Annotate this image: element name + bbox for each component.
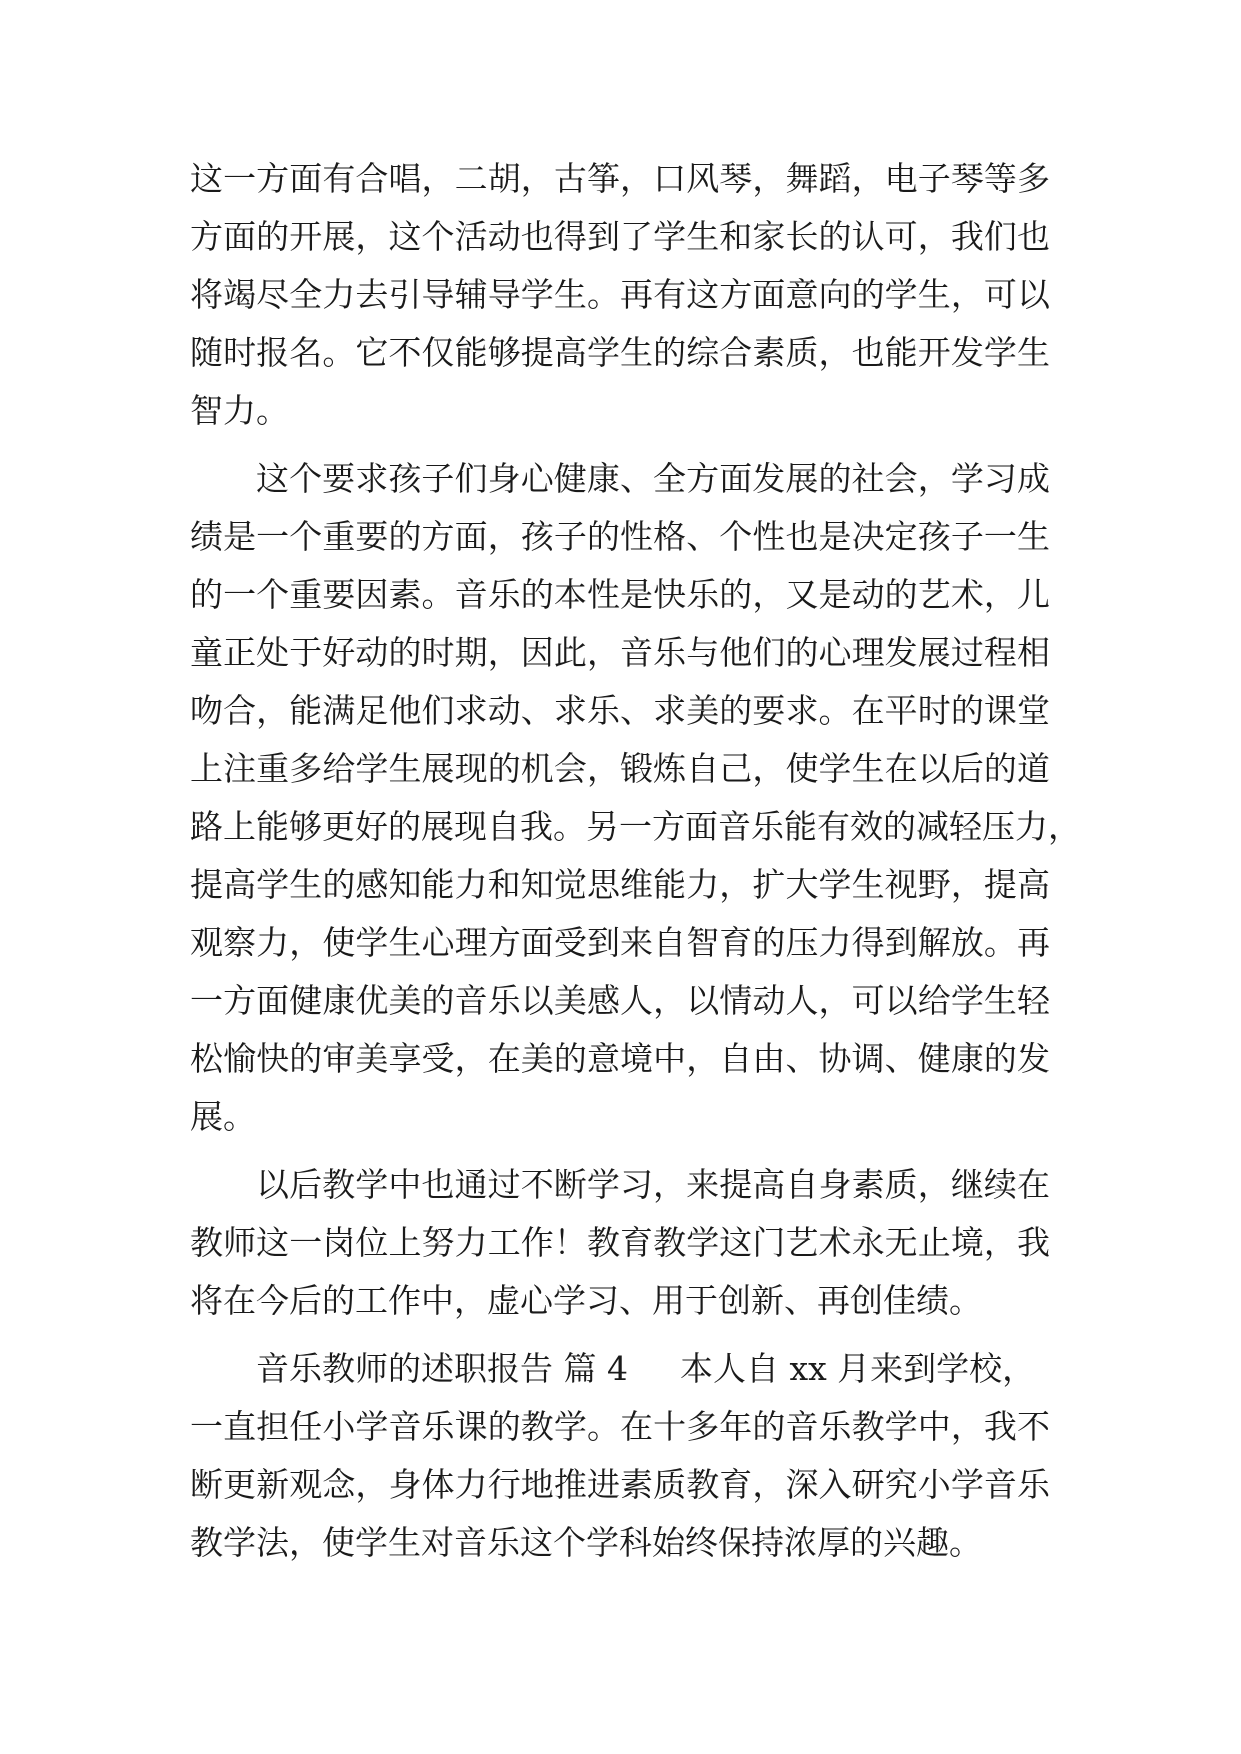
text-line: 随时报名。它不仅能够提高学生的综合素质，也能开发学生: [190, 333, 1050, 372]
paragraph: [190, 1340, 1050, 1572]
text-line: 以后教学中也通过不断学习，来提高自身素质，继续在: [256, 1165, 1050, 1204]
text-line: 绩是一个重要的方面，孩子的性格、个性也是决定孩子一生: [190, 517, 1050, 556]
text-line: 这一方面有合唱，二胡，古筝，口风琴，舞蹈，电子琴等多: [190, 159, 1050, 198]
text-line: 教学法，使学生对音乐这个学科始终保持浓厚的兴趣。: [190, 1523, 982, 1562]
text-line: [190, 1340, 1050, 1398]
text-line: 将在今后的工作中，虚心学习、用于创新、再创佳绩。: [190, 1281, 982, 1320]
text-line: 这个要求孩子们身心健康、全方面发展的社会，学习成: [256, 459, 1050, 498]
section-heading: 音乐教师的述职报告 篇 4: [256, 1349, 628, 1388]
text-line: 一方面健康优美的音乐以美感人，以情动人，可以给学生轻: [190, 981, 1050, 1020]
text-line: 观察力，使学生心理方面受到来自智育的压力得到解放。再: [190, 923, 1050, 962]
text-line: 智力。: [190, 391, 289, 430]
document-body: [190, 150, 1081, 1572]
text-line: 将竭尽全力去引导辅导学生。再有这方面意向的学生，可以: [190, 275, 1050, 314]
paragraph: [190, 1156, 1050, 1330]
text-line: 松愉快的审美享受，在美的意境中，自由、协调、健康的发: [190, 1039, 1050, 1078]
text-line: 断更新观念，身体力行地推进素质教育，深入研究小学音乐: [190, 1465, 1050, 1504]
paragraph: [190, 450, 1081, 1146]
text-line: 提高学生的感知能力和知觉思维能力，扩大学生视野，提高: [190, 865, 1050, 904]
text-line: 教师这一岗位上努力工作！教育教学这门艺术永无止境，我: [190, 1223, 1050, 1262]
text-line: 路上能够更好的展现自我。另一方面音乐能有效的减轻压力，: [190, 807, 1081, 846]
paragraph: [190, 150, 1050, 440]
text-line: 的一个重要因素。音乐的本性是快乐的，又是动的艺术，儿: [190, 575, 1050, 614]
text-line: 一直担任小学音乐课的教学。在十多年的音乐教学中，我不: [190, 1407, 1050, 1446]
text-segment: 本人自 xx 月来到学校，: [679, 1349, 1036, 1388]
text-line: 童正处于好动的时期，因此，音乐与他们的心理发展过程相: [190, 633, 1050, 672]
text-line: 吻合，能满足他们求动、求乐、求美的要求。在平时的课堂: [190, 691, 1050, 730]
text-line: 展。: [190, 1097, 256, 1136]
text-line: 上注重多给学生展现的机会，锻炼自己，使学生在以后的道: [190, 749, 1050, 788]
text-line: 方面的开展，这个活动也得到了学生和家长的认可，我们也: [190, 217, 1050, 256]
